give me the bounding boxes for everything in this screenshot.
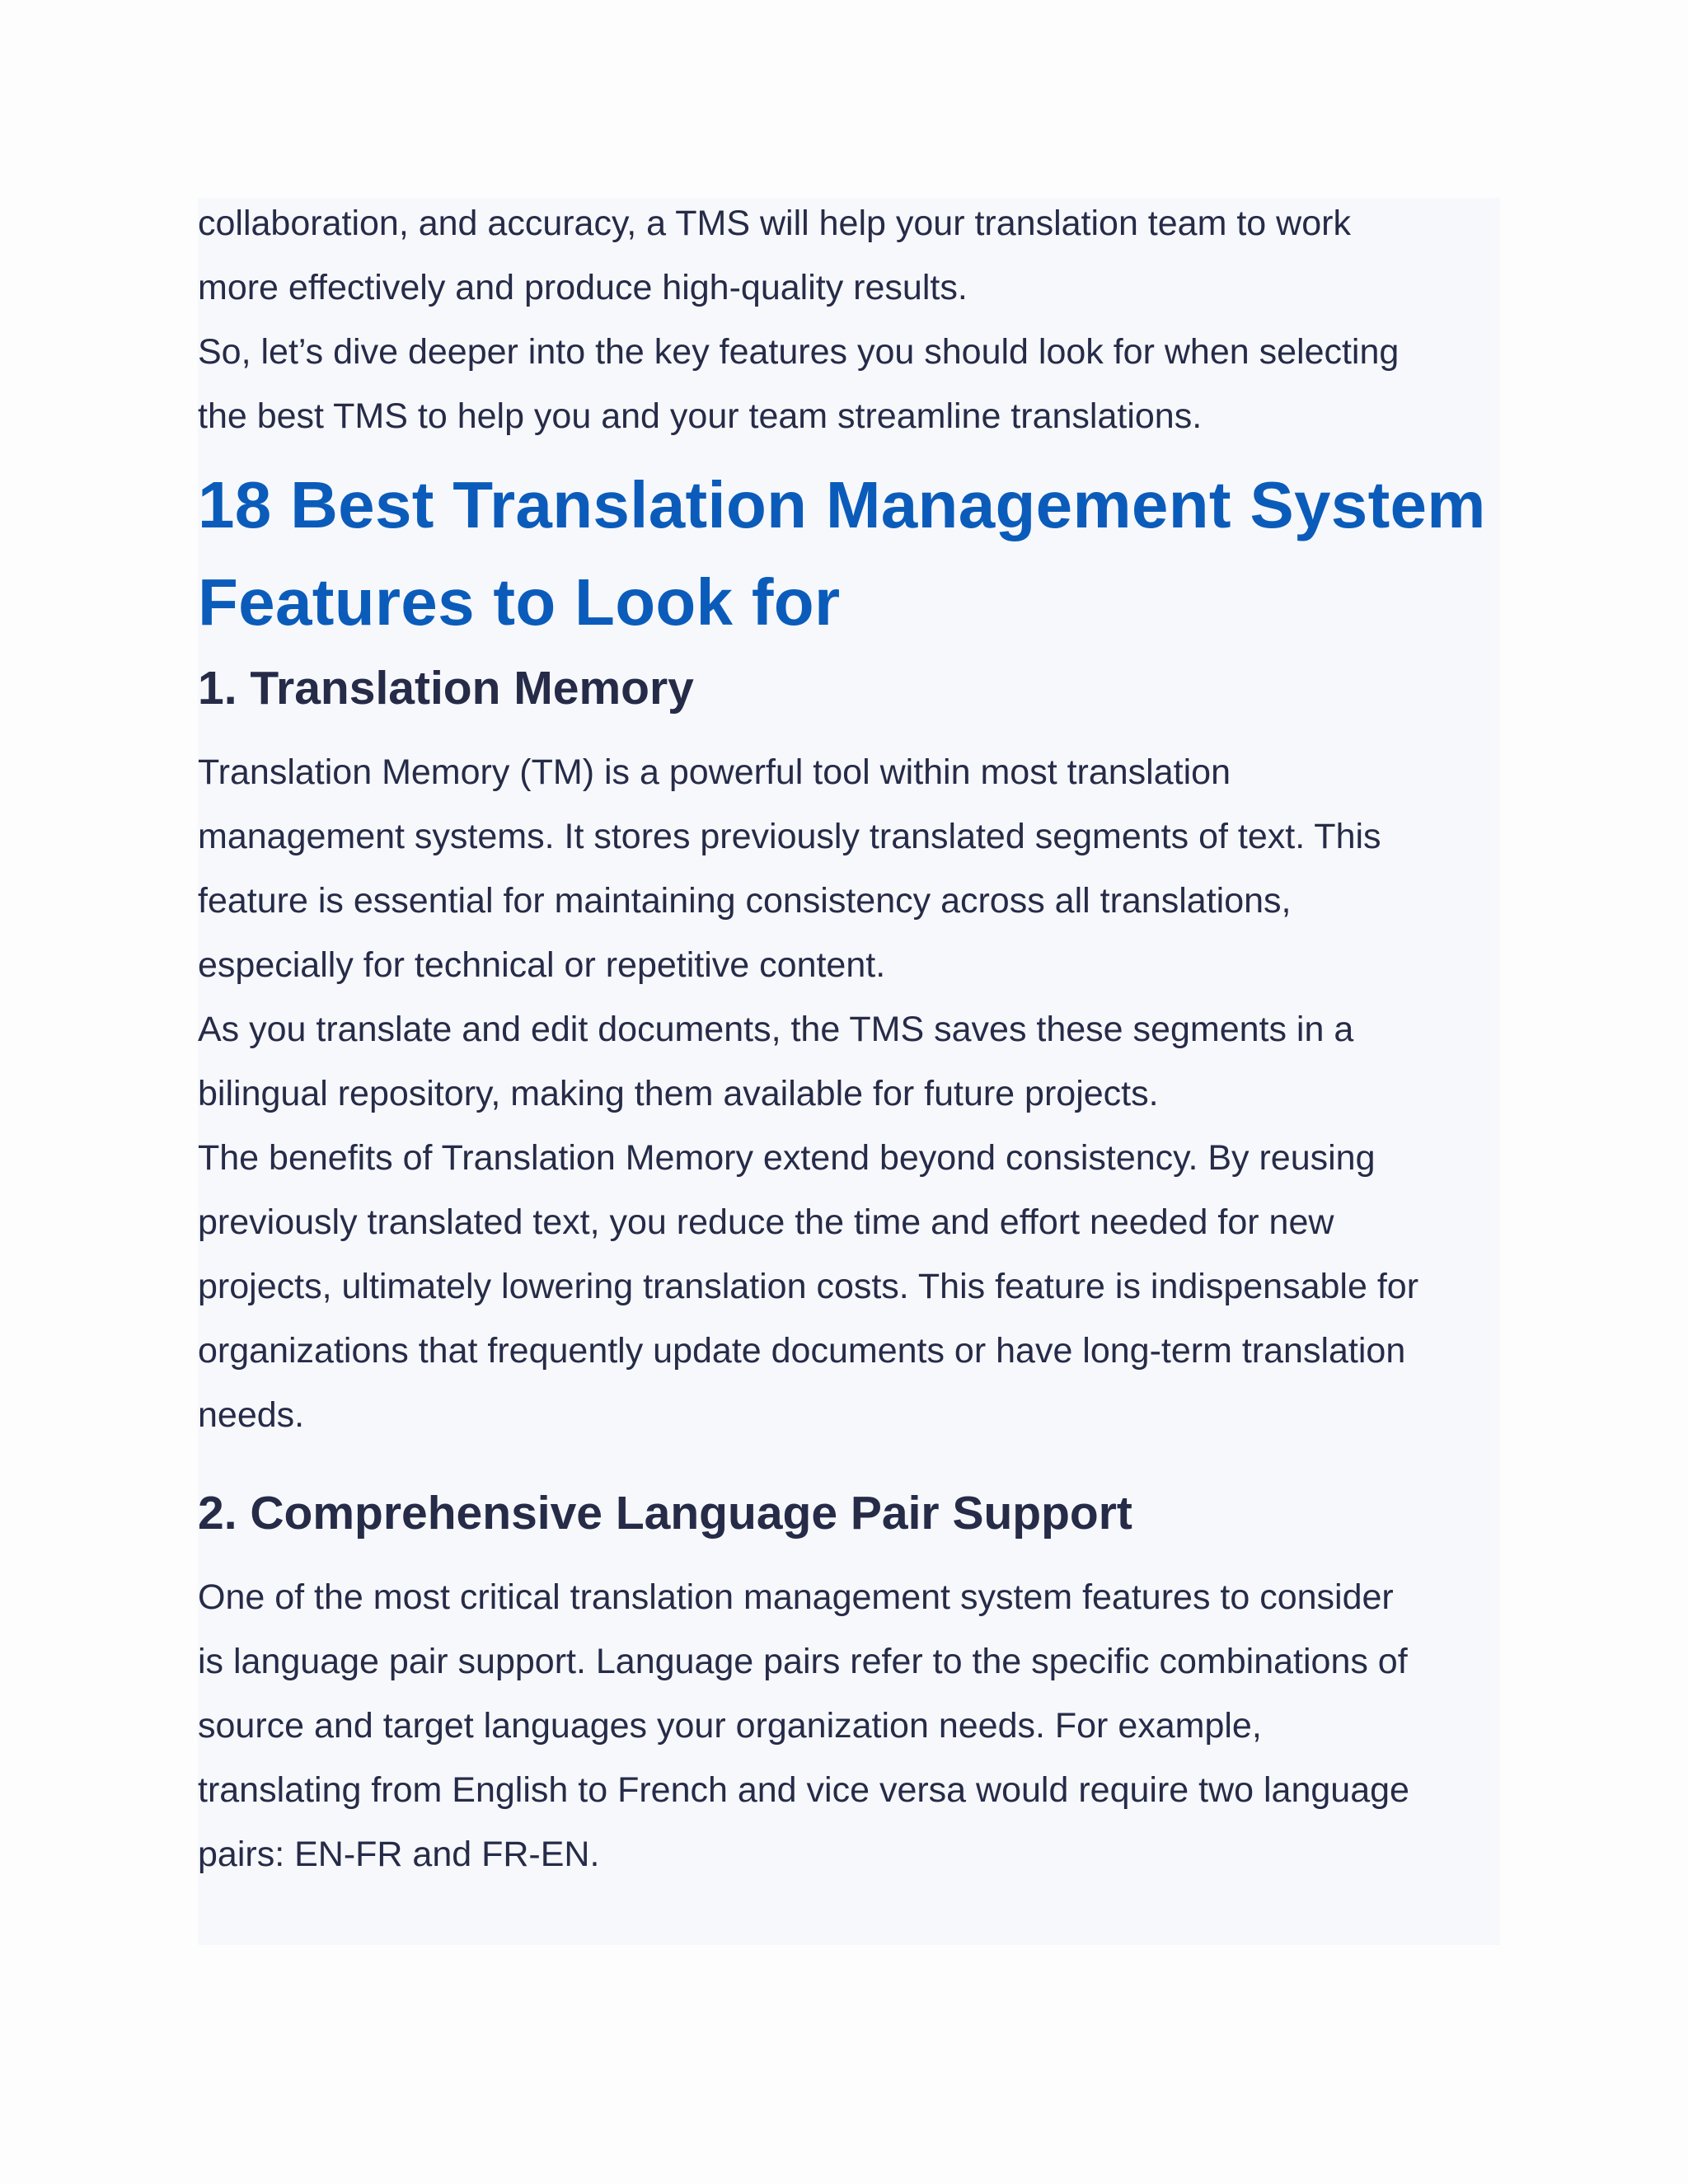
section-line: feature is essential for maintaining consistency across all translations, [198,881,1292,921]
section-line: needs. [198,1395,305,1435]
section-heading: 2. Comprehensive Language Pair Support [198,1487,1132,1540]
main-heading-line: 18 Best Translation Management System [198,468,1486,541]
section-line: especially for technical or repetitive content. [198,945,886,985]
section-line: The benefits of Translation Memory extend beyond consistency. By reusing [198,1138,1376,1178]
section-line: management systems. It stores previously translated segments of text. This [198,817,1381,856]
section-line: bilingual repository, making them available for future projects. [198,1074,1159,1113]
section-line: One of the most critical translation management system features to consider [198,1577,1394,1617]
intro-section [198,191,1500,448]
section-translation-memory [198,659,1500,1447]
main-heading-line: Features to Look for [198,565,841,639]
article-content [198,198,1500,1945]
section-line: organizations that frequently update documents or have long-term translation [198,1331,1406,1371]
intro-line: collaboration, and accuracy, a TMS will help your translation team to work [198,204,1351,243]
section-line: Translation Memory (TM) is a powerful tool within most translation [198,752,1231,792]
section-heading: 1. Translation Memory [198,662,694,715]
intro-line: the best TMS to help you and your team streamline translations. [198,396,1203,436]
intro-line: more effectively and produce high-quality results. [198,268,968,307]
section-line: As you translate and edit documents, the TMS saves these segments in a [198,1010,1354,1049]
article-body [198,191,1500,1886]
section-line: pairs: EN-FR and FR-EN. [198,1835,600,1874]
section-line: source and target languages your organization needs. For example, [198,1706,1262,1746]
section-line: is language pair support. Language pairs refer to the specific combinations of [198,1642,1408,1681]
section-line: previously translated text, you reduce the time and effort needed for new [198,1202,1334,1242]
main-heading [198,457,1500,651]
intro-line: So, let’s dive deeper into the key features you should look for when selecting [198,332,1400,372]
section-line: projects, ultimately lowering translation costs. This feature is indispensable for [198,1267,1419,1306]
section-language-pair-support [198,1484,1500,1886]
section-line: translating from English to French and vice versa would require two language [198,1770,1409,1810]
